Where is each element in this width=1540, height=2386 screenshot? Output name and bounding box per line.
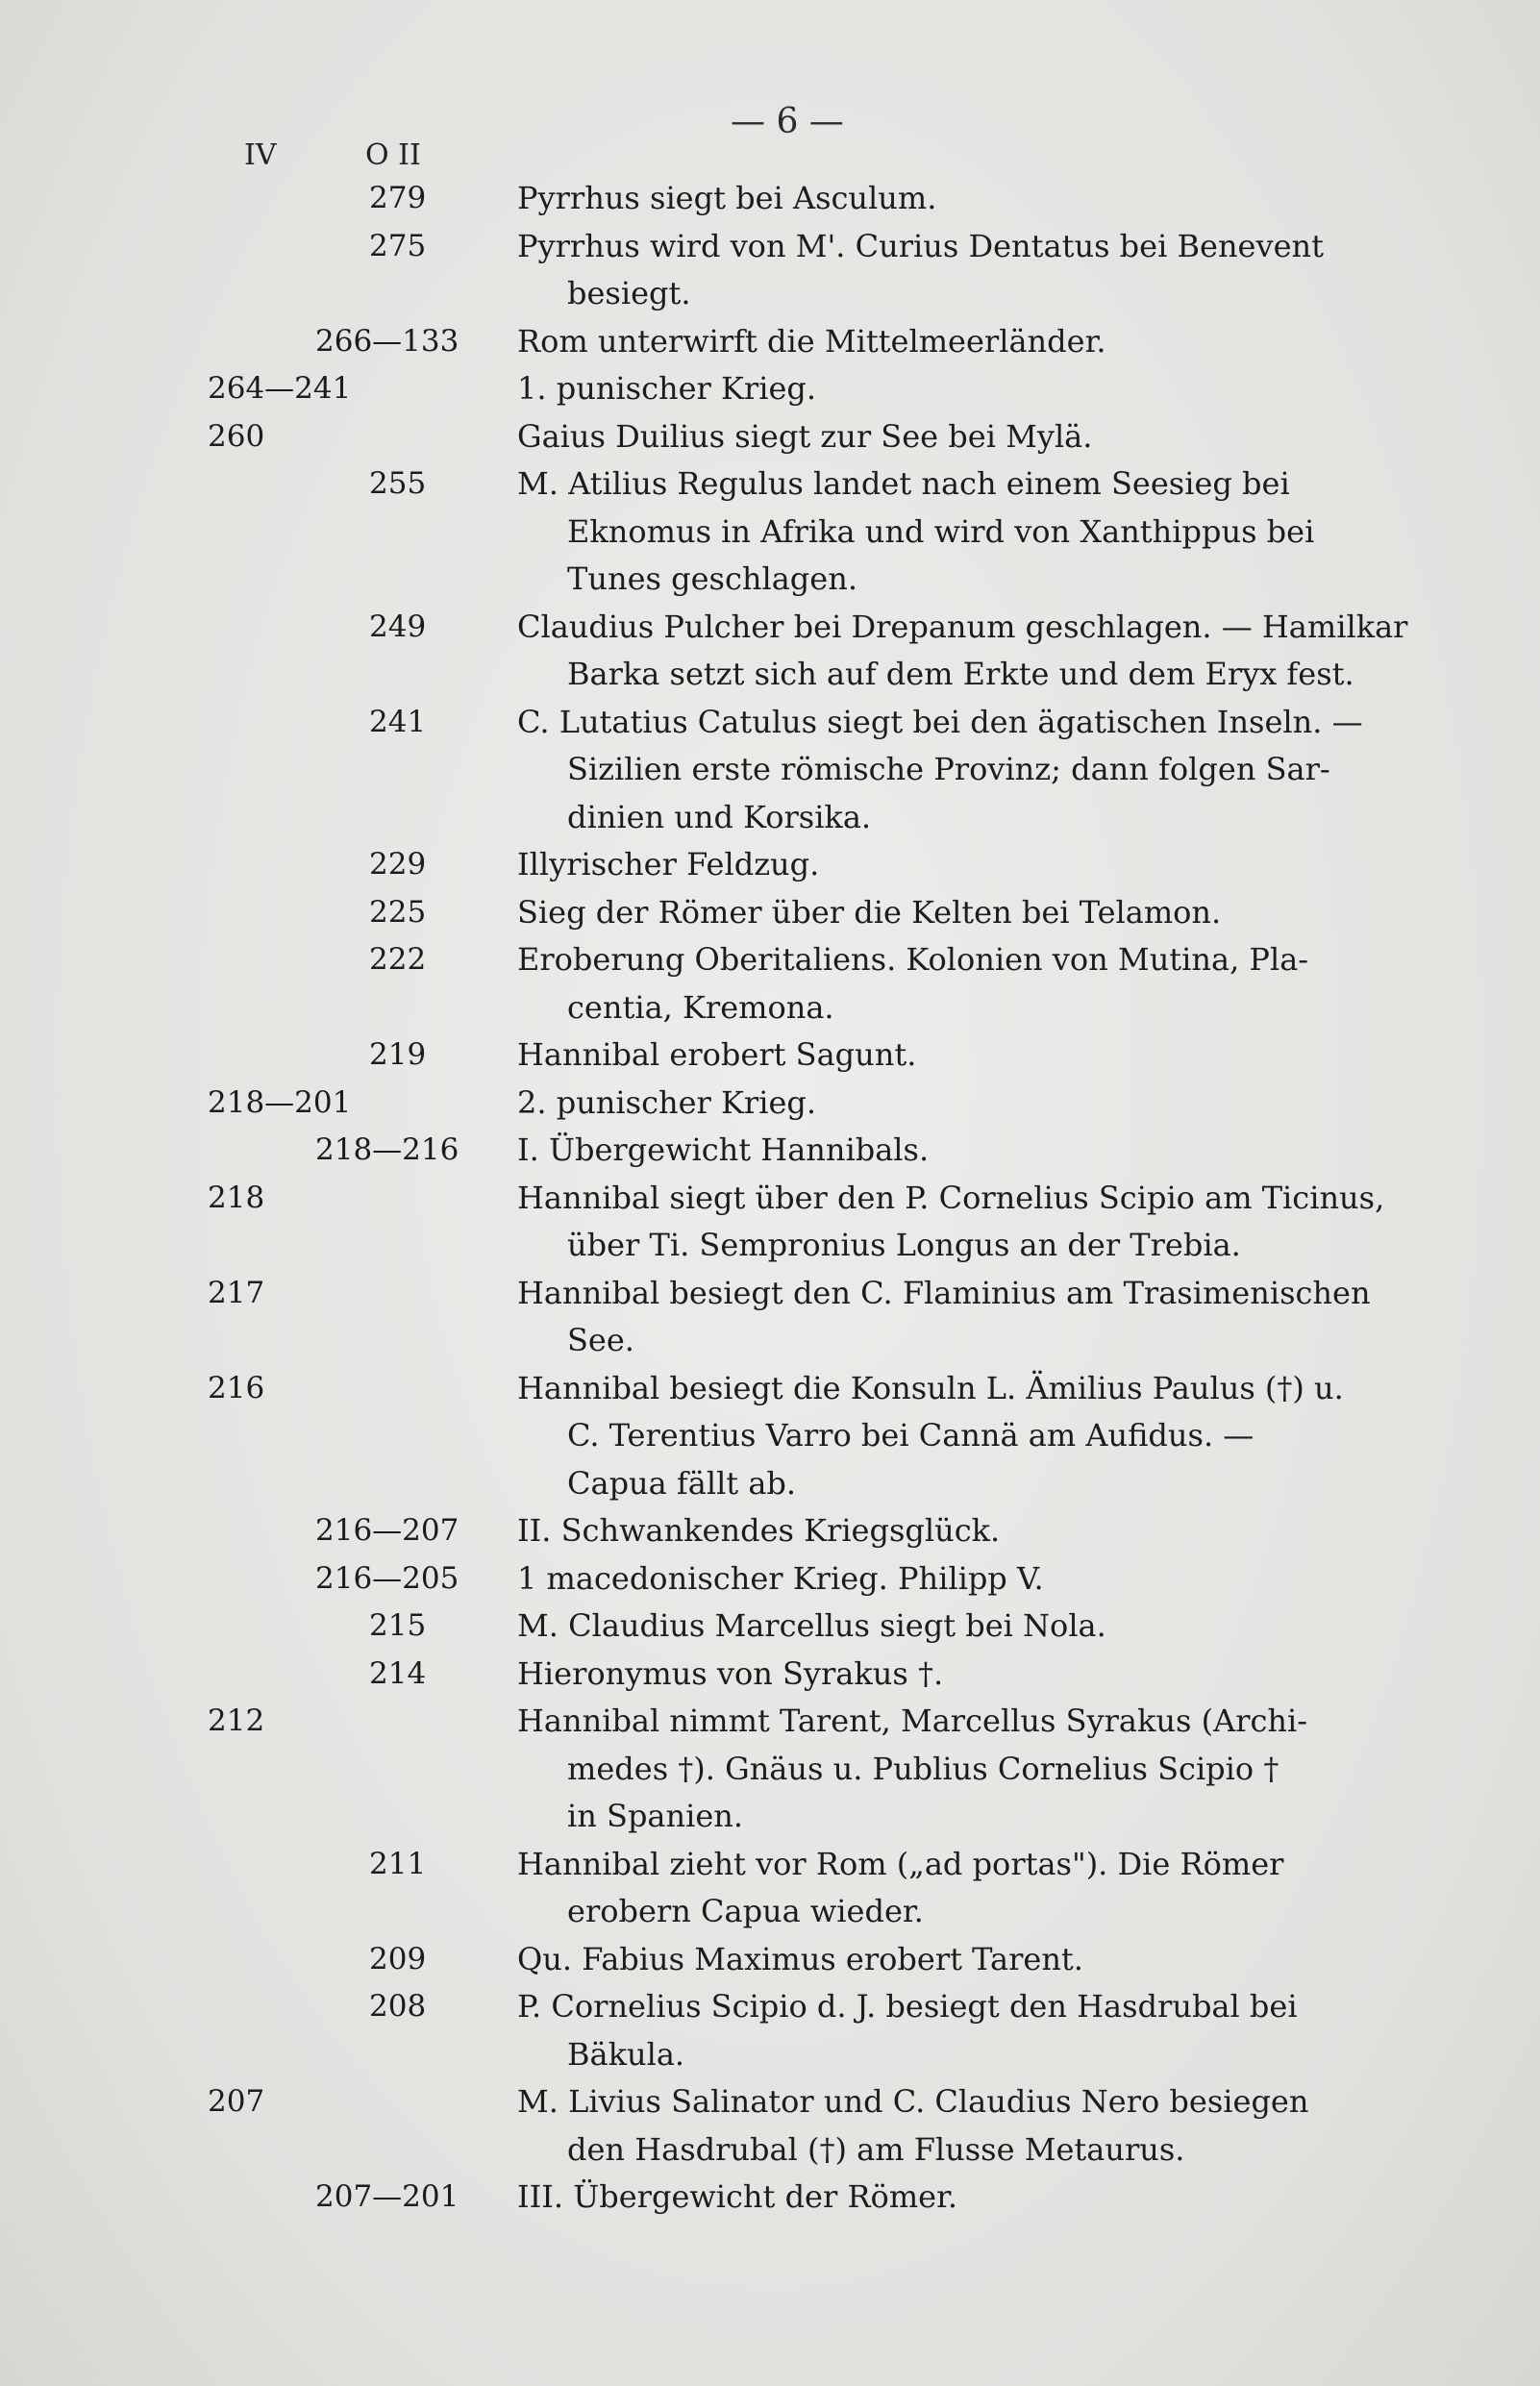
year-oii: 275 bbox=[369, 228, 427, 263]
chronology-entry bbox=[0, 223, 1540, 318]
entry-text-continuation: in Spanien. bbox=[567, 1798, 744, 1834]
year-oii: 207—201 bbox=[315, 2179, 460, 2214]
column-heading-iv: IV bbox=[244, 138, 277, 172]
year-iv: 260 bbox=[208, 418, 265, 454]
entry-text: 1. punischer Krieg. bbox=[517, 370, 817, 407]
chronology-entry bbox=[0, 889, 1540, 937]
entry-text: Hannibal siegt über den P. Cornelius Scipio am Ticinus, bbox=[517, 1179, 1385, 1216]
chronology-entry bbox=[0, 1841, 1540, 1936]
entry-text-continuation: Barka setzt sich auf dem Erkte und dem Eryx fest. bbox=[567, 656, 1354, 692]
entry-text-continuation: besiegt. bbox=[567, 275, 691, 311]
entry-text: Hannibal nimmt Tarent, Marcellus Syrakus (Archi- bbox=[517, 1703, 1308, 1739]
chronology-entry bbox=[0, 1507, 1540, 1555]
entry-text: Hieronymus von Syrakus †. bbox=[517, 1654, 944, 1692]
entry-text: Gaius Duilius siegt zur See bei Mylä. bbox=[517, 417, 1093, 455]
chronology-entry bbox=[0, 936, 1540, 1031]
year-iv: 218—201 bbox=[208, 1084, 352, 1120]
year-oii: 216—207 bbox=[315, 1513, 460, 1548]
year-oii: 214 bbox=[369, 1655, 427, 1691]
entry-text: M. Livius Salinator und C. Claudius Nero besiegen bbox=[517, 2083, 1309, 2120]
entry-text: C. Lutatius Catulus siegt bei den ägatischen Inseln. — bbox=[517, 703, 1363, 740]
chronology-entry bbox=[0, 1698, 1540, 1841]
year-oii: 229 bbox=[369, 847, 427, 882]
chronology-entry bbox=[0, 841, 1540, 889]
entry-text: Hannibal besiegt den C. Flaminius am Trasimenischen bbox=[517, 1274, 1371, 1311]
chronology-entry bbox=[0, 365, 1540, 413]
chronology-entry bbox=[0, 413, 1540, 461]
column-heading-oii: O II bbox=[365, 138, 421, 172]
year-oii: 211 bbox=[369, 1846, 427, 1881]
entry-text-continuation: erobern Capua wieder. bbox=[567, 1893, 924, 1929]
entry-text: Sieg der Römer über die Kelten bei Telamon. bbox=[517, 893, 1222, 931]
chronology-entry bbox=[0, 1651, 1540, 1699]
entry-text: 2. punischer Krieg. bbox=[517, 1083, 817, 1121]
entry-text-continuation: C. Terentius Varro bei Cannä am Aufidus. — bbox=[567, 1417, 1254, 1454]
entry-text-continuation: dinien und Korsika. bbox=[567, 798, 872, 835]
year-oii: 219 bbox=[369, 1037, 427, 1072]
chronology-entry bbox=[0, 1936, 1540, 1984]
year-iv: 212 bbox=[208, 1703, 265, 1738]
entry-text-continuation: Capua fällt ab. bbox=[567, 1464, 797, 1502]
entry-text-continuation: den Hasdrubal (†) am Flusse Metaurus. bbox=[567, 2130, 1185, 2168]
chronology-entry bbox=[0, 1127, 1540, 1175]
entry-text-continuation: Tunes geschlagen. bbox=[567, 560, 857, 597]
chronology-entry bbox=[0, 699, 1540, 842]
chronology-entry bbox=[0, 1983, 1540, 2078]
entry-text: M. Atilius Regulus landet nach einem Seesieg bei bbox=[517, 465, 1290, 502]
chronology-entry bbox=[0, 1603, 1540, 1651]
entry-text: Qu. Fabius Maximus erobert Tarent. bbox=[517, 1940, 1083, 1977]
entry-text-continuation: centia, Kremona. bbox=[567, 988, 834, 1026]
chronology-entry bbox=[0, 2174, 1540, 2222]
year-oii: 249 bbox=[369, 609, 427, 644]
chronology-entry bbox=[0, 1080, 1540, 1128]
entry-text: II. Schwankendes Kriegsglück. bbox=[517, 1512, 1001, 1549]
chronology-entry bbox=[0, 318, 1540, 366]
entry-text: M. Claudius Marcellus siegt bei Nola. bbox=[517, 1607, 1106, 1644]
entry-text: Hannibal zieht vor Rom („ad portas"). Die Römer bbox=[517, 1845, 1284, 1882]
entry-text-continuation: Eknomus in Afrika und wird von Xanthippus bei bbox=[567, 512, 1315, 550]
chronology-entry bbox=[0, 604, 1540, 699]
entry-text-continuation: See. bbox=[567, 1322, 634, 1358]
entry-text: Illyrischer Feldzug. bbox=[517, 846, 820, 882]
chronology-entry bbox=[0, 1555, 1540, 1603]
chronology-entry bbox=[0, 175, 1540, 223]
chronology-entry bbox=[0, 460, 1540, 604]
year-oii: 266—133 bbox=[315, 323, 460, 359]
year-oii: 215 bbox=[369, 1608, 427, 1643]
chronology-entry bbox=[0, 1175, 1540, 1270]
year-iv: 207 bbox=[208, 2084, 265, 2119]
entry-text: Hannibal erobert Sagunt. bbox=[517, 1036, 917, 1073]
year-iv: 216 bbox=[208, 1370, 265, 1405]
entry-text: Hannibal besiegt die Konsuln L. Ämilius Paulus (†) u. bbox=[517, 1369, 1344, 1406]
year-oii: 279 bbox=[369, 181, 427, 215]
entry-text: Pyrrhus wird von M'. Curius Dentatus bei Benevent bbox=[517, 227, 1324, 264]
entry-text: Claudius Pulcher bei Drepanum geschlagen. — Hamilkar bbox=[517, 608, 1408, 645]
page-number: — 6 — bbox=[731, 102, 844, 141]
entry-text: Pyrrhus siegt bei Asculum. bbox=[517, 180, 937, 216]
entry-text: Rom unterwirft die Mittelmeerländer. bbox=[517, 322, 1106, 360]
entry-text: III. Übergewicht der Römer. bbox=[517, 2178, 958, 2215]
chronology-table bbox=[0, 175, 1540, 2222]
entry-text: 1 macedonischer Krieg. Philipp V. bbox=[517, 1559, 1044, 1597]
chronology-entry bbox=[0, 1365, 1540, 1508]
year-oii: 255 bbox=[369, 466, 427, 501]
year-iv: 264—241 bbox=[208, 371, 352, 406]
year-oii: 241 bbox=[369, 704, 427, 739]
chronology-entry bbox=[0, 1270, 1540, 1365]
year-oii: 222 bbox=[369, 942, 427, 977]
entry-text: I. Übergewicht Hannibals. bbox=[517, 1131, 930, 1168]
year-oii: 209 bbox=[369, 1941, 427, 1976]
year-oii: 218—216 bbox=[315, 1132, 460, 1167]
entry-text: P. Cornelius Scipio d. J. besiegt den Hasdrubal bei bbox=[517, 1988, 1298, 2025]
year-oii: 225 bbox=[369, 894, 427, 930]
entry-text-continuation: medes †). Gnäus u. Publius Cornelius Scipio † bbox=[567, 1750, 1279, 1787]
year-oii: 208 bbox=[369, 1989, 427, 2024]
chronology-entry bbox=[0, 1031, 1540, 1080]
year-oii: 216—205 bbox=[315, 1560, 460, 1596]
year-iv: 218 bbox=[208, 1180, 265, 1215]
entry-text-continuation: über Ti. Sempronius Longus an der Trebia. bbox=[567, 1227, 1241, 1263]
year-iv: 217 bbox=[208, 1275, 265, 1310]
entry-text: Eroberung Oberitaliens. Kolonien von Mutina, Pla- bbox=[517, 941, 1309, 978]
chronology-entry bbox=[0, 2078, 1540, 2174]
page-header bbox=[0, 96, 1540, 172]
entry-text-continuation: Sizilien erste römische Provinz; dann folgen Sar- bbox=[567, 751, 1330, 787]
entry-text-continuation: Bäkula. bbox=[567, 2035, 685, 2073]
